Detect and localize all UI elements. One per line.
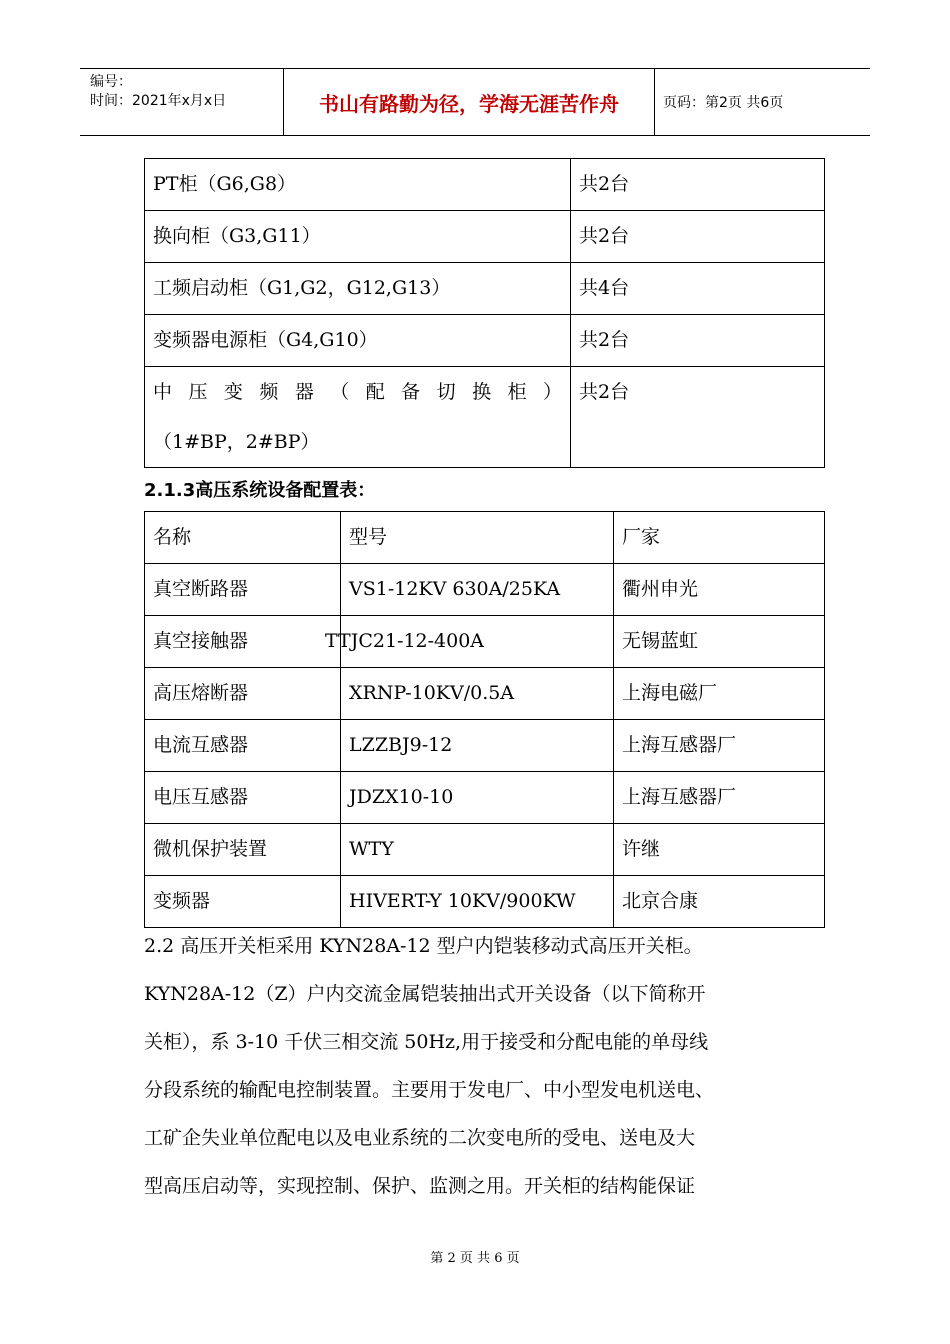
equipment-model: JDZX10-10 [341, 772, 614, 824]
cabinet-name [145, 367, 571, 468]
table-row [145, 720, 825, 772]
table-row [145, 564, 825, 616]
paragraph-line: 2.2 高压开关柜采用 KYN28A-12 型户内铠装移动式高压开关柜。 [144, 935, 703, 957]
cabinet-count: 共2台 [571, 159, 825, 211]
equipment-manufacturer: 许继 [614, 824, 825, 876]
equipment-name: 电压互感器 [145, 772, 341, 824]
equipment-model: XRNP-10KV/0.5A [341, 668, 614, 720]
equipment-config-table [144, 511, 825, 928]
cabinet-name: 换向柜（G3,G11） [145, 211, 571, 263]
equipment-model: HIVERT-Y 10KV/900KW [341, 876, 614, 928]
name-char: 变 [223, 381, 243, 403]
table-row [145, 616, 825, 668]
equipment-model: LZZBJ9-12 [341, 720, 614, 772]
paragraph-line: 关柜），系 3-10 千伏三相交流 50Hz,用于接受和分配电能的单母线 [144, 1031, 709, 1053]
equipment-name: 高压熔断器 [145, 668, 341, 720]
name-char: ） [542, 381, 562, 403]
header-motto: 书山有路勤为径，学海无涯苦作舟 [283, 69, 655, 135]
cabinet-count: 共2台 [571, 367, 825, 468]
column-header-model: 型号 [341, 512, 614, 564]
name-char: 器 [294, 381, 314, 403]
name-char: 柜 [507, 381, 527, 403]
cabinet-name-line1 [153, 367, 570, 417]
page-footer: 第 2 页 共 6 页 [430, 1251, 520, 1266]
equipment-name: 真空断路器 [145, 564, 341, 616]
table-header-row [145, 512, 825, 564]
table-row [145, 263, 825, 315]
document-number-label: 编号： [90, 74, 132, 90]
cabinet-name: 工频启动柜（G1,G2，G12,G13） [145, 263, 571, 315]
table-row [145, 772, 825, 824]
name-char: 频 [259, 381, 279, 403]
section-title: 2.1.3高压系统设备配置表： [144, 480, 376, 501]
equipment-model: TTJC21-12-400A [341, 616, 614, 668]
paragraph-line: 分段系统的输配电控制装置。主要用于发电厂、中小型发电机送电、 [144, 1079, 715, 1101]
column-header-manufacturer: 厂家 [614, 512, 825, 564]
equipment-manufacturer: 上海电磁厂 [614, 668, 825, 720]
equipment-name: 真空接触器 [145, 616, 341, 668]
name-char: 换 [472, 381, 492, 403]
equipment-model: WTY [341, 824, 614, 876]
equipment-manufacturer: 北京合康 [614, 876, 825, 928]
header-meta [80, 69, 283, 135]
equipment-manufacturer: 上海互感器厂 [614, 720, 825, 772]
table-row [145, 315, 825, 367]
table-row [145, 211, 825, 263]
paragraph-line: KYN28A-12（Z）户内交流金属铠装抽出式开关设备（以下简称开 [144, 983, 706, 1005]
cabinet-count: 共2台 [571, 211, 825, 263]
equipment-name: 电流互感器 [145, 720, 341, 772]
table-row [145, 876, 825, 928]
name-char: （ [330, 381, 350, 403]
equipment-model: VS1-12KV 630A/25KA [341, 564, 614, 616]
equipment-name: 变频器 [145, 876, 341, 928]
cabinet-name: PT柜（G6,G8） [145, 159, 571, 211]
table-row [145, 159, 825, 211]
name-char: 配 [365, 381, 385, 403]
paragraph-line: 型高压启动等，实现控制、保护、监测之用。开关柜的结构能保证 [144, 1175, 696, 1197]
table-row [145, 367, 825, 468]
name-char: 压 [188, 381, 208, 403]
cabinet-count-table [144, 158, 825, 468]
paragraph-line: 工矿企失业单位配电以及电业系统的二次变电所的受电、送电及大 [144, 1127, 696, 1149]
header-page-number: 页码：第2页 共6页 [663, 95, 784, 111]
column-header-name: 名称 [145, 512, 341, 564]
cabinet-count: 共4台 [571, 263, 825, 315]
document-date: 时间：2021年x月x日 [90, 93, 227, 109]
cabinet-count: 共2台 [571, 315, 825, 367]
table-row [145, 668, 825, 720]
body-paragraph [144, 922, 829, 1210]
equipment-manufacturer: 衢州申光 [614, 564, 825, 616]
equipment-name: 微机保护装置 [145, 824, 341, 876]
table-row [145, 824, 825, 876]
cabinet-name-line2: （1#BP，2#BP） [153, 431, 320, 453]
name-char: 中 [153, 381, 173, 403]
name-char: 备 [401, 381, 421, 403]
cabinet-name: 变频器电源柜（G4,G10） [145, 315, 571, 367]
equipment-manufacturer: 无锡蓝虹 [614, 616, 825, 668]
page-header [80, 68, 870, 136]
equipment-manufacturer: 上海互感器厂 [614, 772, 825, 824]
name-char: 切 [436, 381, 456, 403]
